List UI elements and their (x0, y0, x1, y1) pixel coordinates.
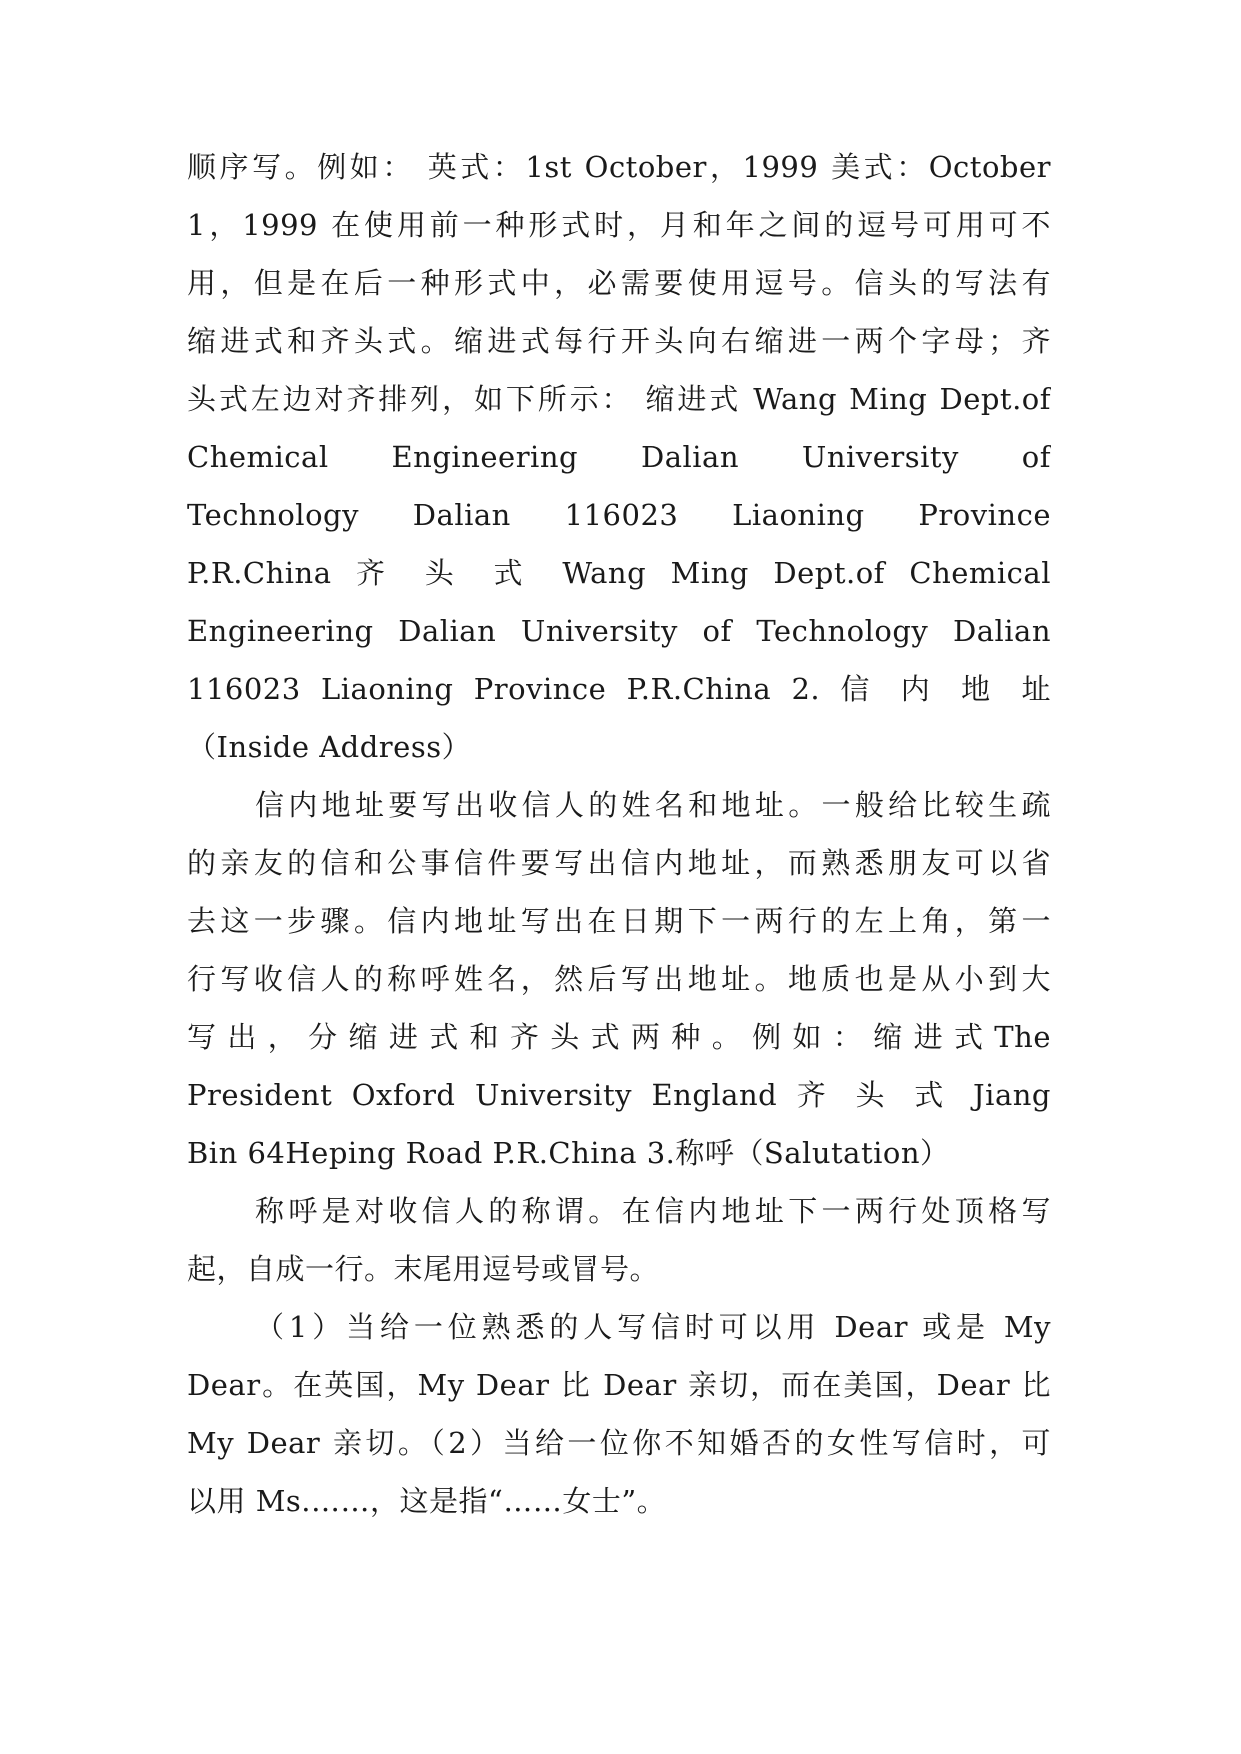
text-line: P.R.China 齐 头 式 Wang Ming Dept.of Chemical (187, 556, 1051, 590)
paragraph-first-line: （1）当给一位熟悉的人写信时可以用 Dear 或是 My (255, 1310, 1051, 1344)
text-line: 头式左边对齐排列，如下所示： 缩进式 Wang Ming Dept.of (187, 382, 1051, 416)
text-line: Dear。在英国，My Dear 比 Dear 亲切，而在美国，Dear 比 (187, 1368, 1051, 1402)
text-line: 写 出 ， 分 缩 进 式 和 齐 头 式 两 种 。 例 如 ： 缩 进 式 The (187, 1020, 1051, 1054)
text-line: 1，1999 在使用前一种形式时，月和年之间的逗号可用可不 (187, 208, 1051, 242)
text-line: （Inside Address） (187, 730, 472, 764)
paragraph-first-line: 称呼是对收信人的称谓。在信内地址下一两行处顶格写 (255, 1194, 1051, 1228)
text-line: Bin 64Heping Road P.R.China 3.称呼（Salutation） (187, 1136, 950, 1170)
paragraph-first-line: 信内地址要写出收信人的姓名和地址。一般给比较生疏 (255, 788, 1051, 822)
text-line: 顺序写。例如： 英式：1st October，1999 美式：October (187, 150, 1051, 184)
text-line: Technology Dalian 116023 Liaoning Province (187, 498, 1051, 532)
text-line: Chemical Engineering Dalian University of (187, 440, 1051, 474)
text-line: Engineering Dalian University of Technology Dalian (187, 614, 1051, 648)
text-line: 起，自成一行。末尾用逗号或冒号。 (187, 1252, 660, 1286)
text-line: My Dear 亲切。（2）当给一位你不知婚否的女性写信时，可 (187, 1426, 1051, 1460)
text-line: 行写收信人的称呼姓名，然后写出地址。地质也是从小到大 (187, 962, 1051, 996)
document-body (187, 138, 1051, 1530)
text-line: 116023 Liaoning Province P.R.China 2. 信 内 地 址 (187, 672, 1051, 706)
text-line: 以用 Ms.……，这是指“……女士”。 (187, 1484, 667, 1518)
text-line: 用，但是在后一种形式中，必需要使用逗号。信头的写法有 (187, 266, 1051, 300)
text-line: 去这一步骤。信内地址写出在日期下一两行的左上角，第一 (187, 904, 1051, 938)
text-line: 缩进式和齐头式。缩进式每行开头向右缩进一两个字母；齐 (187, 324, 1051, 358)
text-line: President Oxford University England 齐 头 式 Jiang (187, 1078, 1051, 1112)
text-line: 的亲友的信和公事信件要写出信内地址，而熟悉朋友可以省 (187, 846, 1051, 880)
